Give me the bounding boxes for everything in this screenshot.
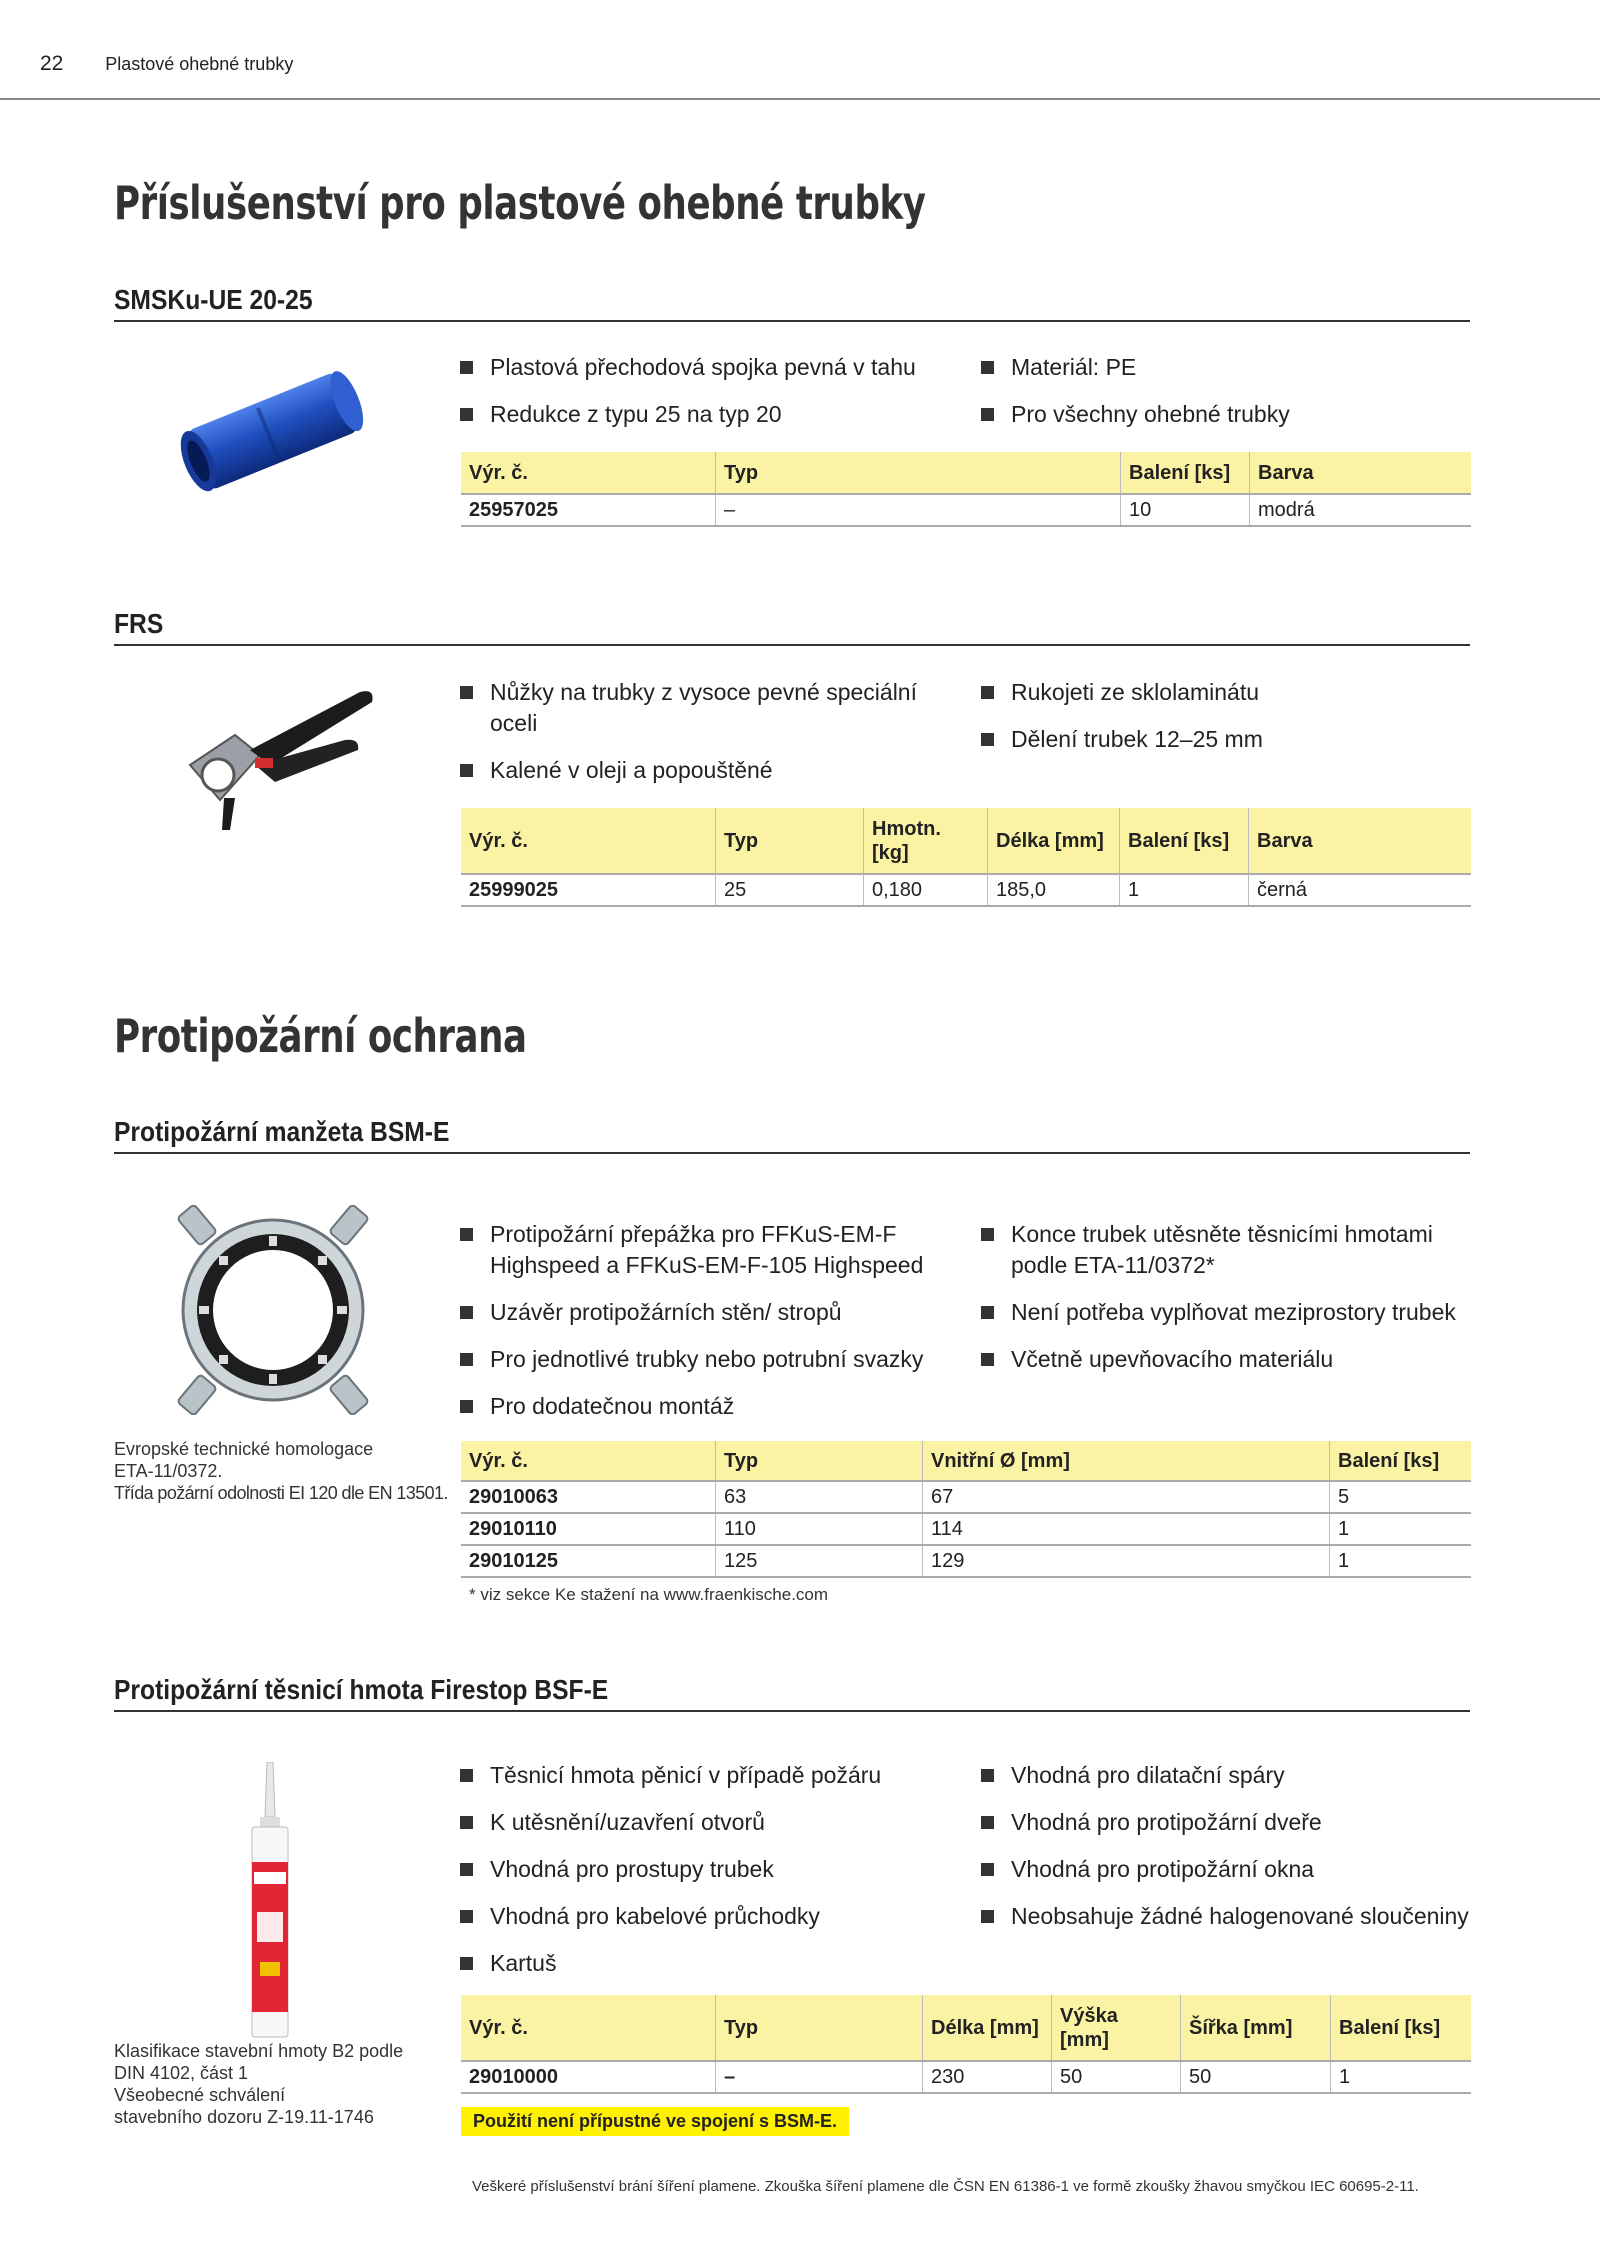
frs-heading: FRS [114, 608, 164, 639]
frs-table [461, 808, 1471, 907]
table-header: Typ [716, 1995, 923, 2061]
table-header: Typ [716, 808, 864, 874]
list-item: Pro jednotlivé trubky nebo potrubní svazky [460, 1344, 980, 1375]
bsm-bullets-left [460, 1219, 980, 1438]
smsku-heading-bar [114, 284, 1470, 322]
smsku-heading: SMSKu-UE 20-25 [114, 284, 313, 315]
table-header: Délka [mm] [988, 808, 1120, 874]
list-item: Materiál: PE [981, 352, 1481, 383]
bsf-caption: Klasifikace stavební hmoty B2 podle DIN 4102, část 1 Všeobecné schválení stavebního dozoru Z-19.11-1746 [114, 2041, 404, 2127]
table-row: 25957025 – 10 modrá [461, 494, 1471, 526]
bsm-bullets-right [981, 1219, 1481, 1391]
bsf-heading: Protipožární těsnicí hmota Firestop BSF-E [114, 1674, 609, 1705]
table-header: Výr. č. [461, 1995, 716, 2061]
list-item: Dělení trubek 12–25 mm [981, 724, 1481, 755]
table-header: Výr. č. [461, 808, 716, 874]
table-header: Typ [716, 1441, 923, 1481]
table-header: Balení [ks] [1121, 452, 1250, 494]
bsm-table [461, 1441, 1471, 1578]
bsm-heading: Protipožární manžeta BSM-E [114, 1116, 450, 1147]
list-item: Protipožární přepážka pro FFKuS-EM-F Highspeed a FFKuS-EM-F-105 Highspeed [460, 1219, 980, 1281]
list-item: Vhodná pro kabelové průchodky [460, 1901, 980, 1932]
list-item: Redukce z typu 25 na typ 20 [460, 399, 980, 430]
frs-heading-bar [114, 608, 1470, 646]
bsf-bullets-right [981, 1760, 1481, 1948]
smsku-table [461, 452, 1471, 527]
table-row: 29010000 – 230 50 50 1 [461, 2061, 1471, 2093]
bsm-footnote: * viz sekce Ke stažení na www.fraenkische.com [469, 1585, 829, 1604]
table-header: Balení [ks] [1331, 1995, 1472, 2061]
list-item: Konce trubek utěsněte těsnicími hmotami podle ETA-11/0372* [981, 1219, 1481, 1281]
table-row: 29010125 125 129 1 [461, 1545, 1471, 1577]
bsf-heading-bar [114, 1674, 1470, 1712]
table-header: Délka [mm] [923, 1995, 1052, 2061]
section-title-accessories: Příslušenství pro plastové ohebné trubky [114, 176, 926, 230]
table-header: Hmotn. [kg] [864, 808, 988, 874]
pipe-cutter-image [160, 680, 390, 840]
page-number: 22 [40, 52, 64, 75]
warning-badge: Použití není přípustné ve spojení s BSM-E. [461, 2107, 849, 2136]
table-row: 25999025 25 0,180 185,0 1 černá [461, 874, 1471, 906]
list-item: Neobsahuje žádné halogenované sloučeniny [981, 1901, 1481, 1932]
list-item: Vhodná pro protipožární okna [981, 1854, 1481, 1885]
frs-bullets-right [981, 677, 1481, 771]
table-header: Výr. č. [461, 452, 716, 494]
section-title-fire: Protipožární ochrana [114, 1009, 527, 1063]
table-header: Balení [ks] [1120, 808, 1249, 874]
list-item: Kalené v oleji a popouštěné [460, 755, 970, 786]
list-item: Pro všechny ohebné trubky [981, 399, 1481, 430]
running-title: Plastové ohebné trubky [105, 54, 294, 74]
smsku-bullets-left [460, 352, 980, 446]
table-header: Typ [716, 452, 1121, 494]
list-item: Rukojeti ze sklolaminátu [981, 677, 1481, 708]
list-item: Není potřeba vyplňovat meziprostory trubek [981, 1297, 1481, 1328]
table-header: Šířka [mm] [1181, 1995, 1331, 2061]
table-row: 29010063 63 67 5 [461, 1481, 1471, 1513]
table-header: Výr. č. [461, 1441, 716, 1481]
smsku-bullets-right [981, 352, 1481, 446]
bottom-note: Veškeré příslušenství brání šíření plamene. Zkouška šíření plamene dle ČSN EN 61386-1 ve formě zkoušky žhavou smyčkou IEC 60695-2-11. [472, 2178, 1419, 2195]
list-item: Vhodná pro dilatační spáry [981, 1760, 1481, 1791]
running-header [40, 52, 293, 76]
table-header: Výška [mm] [1052, 1995, 1181, 2061]
frs-bullets-left [460, 677, 970, 802]
list-item: Nůžky na trubky z vysoce pevné speciální oceli [460, 677, 970, 739]
bsf-bullets-left [460, 1760, 980, 1995]
list-item: Kartuš [460, 1948, 980, 1979]
bsm-heading-bar [114, 1116, 1470, 1154]
table-header: Vnitřní Ø [mm] [923, 1441, 1330, 1481]
list-item: Vhodná pro protipožární dveře [981, 1807, 1481, 1838]
list-item: Uzávěr protipožárních stěn/ stropů [460, 1297, 980, 1328]
table-header: Barva [1250, 452, 1472, 494]
bsf-table [461, 1995, 1471, 2094]
list-item: Včetně upevňovacího materiálu [981, 1344, 1481, 1375]
list-item: Pro dodatečnou montáž [460, 1391, 980, 1422]
list-item: Plastová přechodová spojka pevná v tahu [460, 352, 980, 383]
list-item: Těsnicí hmota pěnicí v případě požáru [460, 1760, 980, 1791]
fire-collar-image [168, 1205, 378, 1415]
list-item: Vhodná pro prostupy trubek [460, 1854, 980, 1885]
table-header: Balení [ks] [1330, 1441, 1472, 1481]
table-header: Barva [1249, 808, 1472, 874]
coupling-image [170, 355, 370, 505]
table-row: 29010110 110 114 1 [461, 1513, 1471, 1545]
header-rule [0, 98, 1600, 100]
list-item: K utěsnění/uzavření otvorů [460, 1807, 980, 1838]
bsm-caption: Evropské technické homologace ETA-11/0372. Třída požární odolnosti EI 120 dle EN 13501. [114, 1439, 448, 1503]
cartridge-image [240, 1762, 300, 2042]
